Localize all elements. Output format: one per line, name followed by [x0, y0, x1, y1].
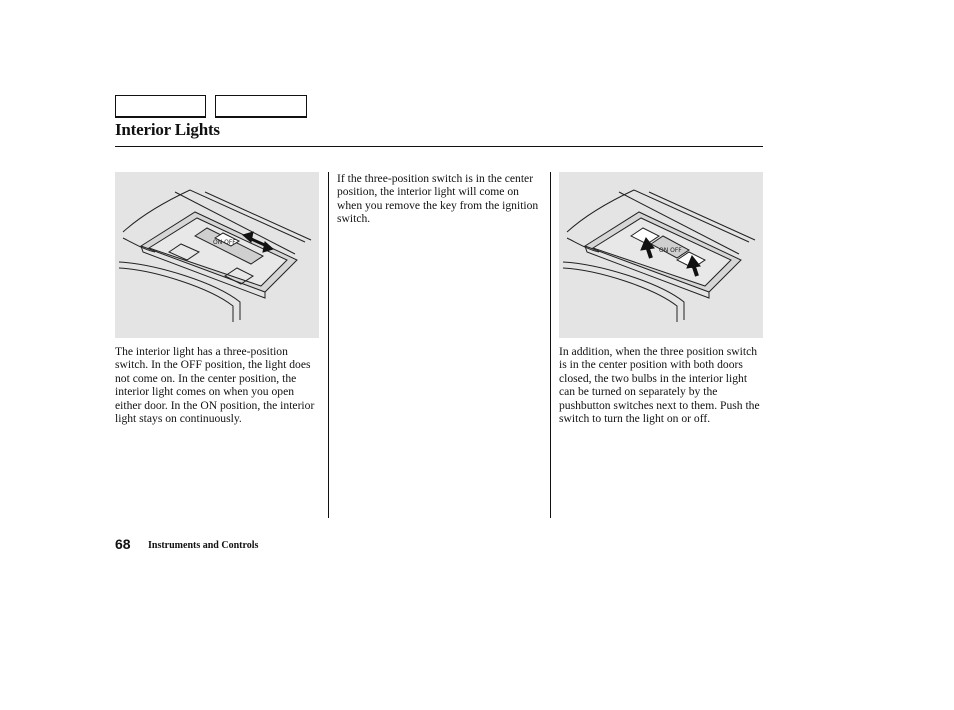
title-divider [115, 146, 763, 147]
column-divider-right [550, 172, 551, 518]
svg-text:ON OFF: ON OFF [213, 239, 236, 246]
ignition-key-description: If the three-position switch is in the center position, the interior light will come on when you remove the key from the ignition switch. [337, 172, 539, 226]
pushbutton-switches-illustration [559, 172, 763, 338]
pushbutton-switches-icon [559, 172, 763, 338]
three-position-switch-description: The interior light has a three-position switch. In the OFF position, the light does not come on. In the center position, the interior light comes on when you open either door. In the ON position, the interior light stays on continuously. [115, 345, 315, 426]
pushbutton-description: In addition, when the three position switch is in the center position with both doors closed, the two bulbs in the interior light can be turned on separately by the pushbutton switches next to them. Push the switch to turn the light on or off. [559, 345, 760, 426]
section-name: Instruments and Controls [148, 540, 259, 551]
header-tab-box-right [215, 95, 307, 118]
interior-light-switch-illustration [115, 172, 319, 338]
page-number: 68 [115, 536, 131, 552]
svg-text:ON OFF: ON OFF [659, 247, 682, 254]
column-divider-left [328, 172, 329, 518]
page-title: Interior Lights [115, 120, 220, 139]
header-tab-box-left [115, 95, 206, 118]
three-position-switch-slide-icon [115, 172, 319, 338]
